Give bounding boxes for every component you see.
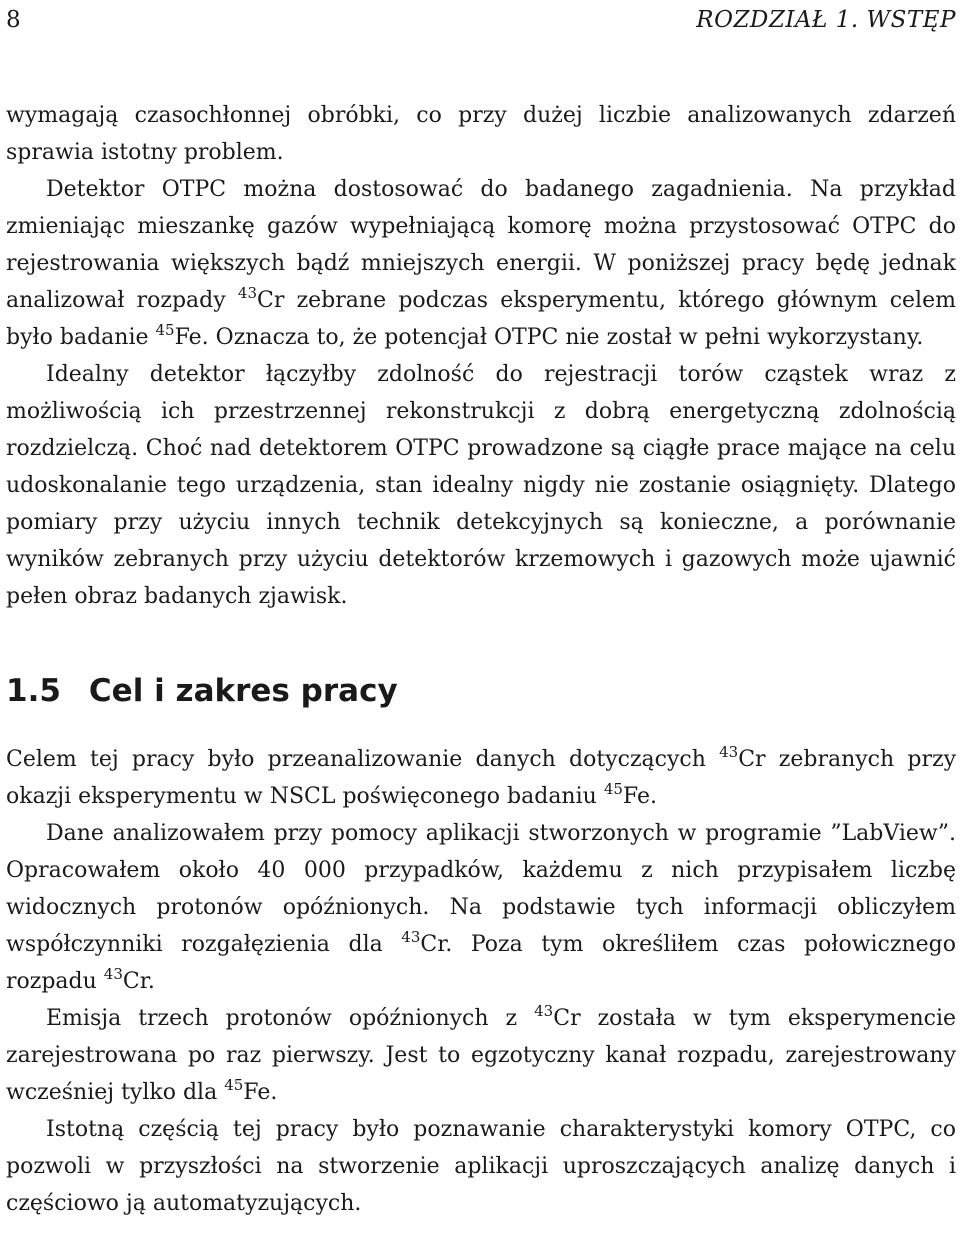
paragraph: [6, 97, 956, 171]
paragraph: [6, 1000, 956, 1111]
section-number: 1.5: [6, 673, 61, 709]
section-heading: [6, 669, 956, 713]
isotope-mass-number: 45: [603, 780, 623, 798]
text-run: Detektor OTPC można dostosować do badanego zagadnienia. Na przykład zmieniając mieszankę gazów wypełniającą komorę można przystosować OTPC do rejestrowania większych bądź mniejszych energii. W poniższej pracy będę jednak analizował rozpady: [6, 177, 956, 313]
text-run: Cr. Poza tym określiłem czas połowicznego rozpadu: [6, 932, 956, 994]
paragraph: [6, 1111, 956, 1222]
isotope-mass-number: 43: [237, 284, 257, 302]
text-run: Fe.: [622, 784, 657, 809]
text-run: Cr zebrane podczas eksperymentu, którego głównym celem było badanie: [6, 288, 956, 350]
paragraph: [6, 356, 956, 615]
isotope-mass-number: 45: [224, 1076, 244, 1094]
text-run: Cr została w tym eksperymencie zarejestrowana po raz pierwszy. Jest to egzotyczny kanał rozpadu, zarejestrowany wcześniej tylko dla: [6, 1006, 957, 1105]
isotope-mass-number: 43: [534, 1002, 554, 1020]
text-run: Emisja trzech protonów opóźnionych z: [46, 1006, 535, 1031]
paragraph: [6, 171, 956, 356]
isotope-mass-number: 45: [155, 321, 175, 339]
paragraph: [6, 815, 956, 1000]
text-run: Idealny detektor łączyłby zdolność do rejestracji torów cząstek wraz z możliwością ich przestrzennej rekonstrukcji z dobrą energetyczną zdolnością rozdzielczą. Choć nad detektorem OTPC prowadzone są ciągłe prace mające na celu udoskonalanie tego urządzenia, stan idealny nigdy nie zostanie osiągnięty. Dlatego pomiary przy użyciu innych technik detekcyjnych są konieczne, a porównanie wyników zebranych przy użyciu detektorów krzemowych i gazowych może ujawnić pełen obraz badanych zjawisk.: [6, 362, 956, 609]
text-run: Fe.: [243, 1080, 278, 1105]
page-number: 8: [6, 7, 21, 33]
text-run: wymagają czasochłonnej obróbki, co przy dużej liczbie analizowanych zdarzeń sprawia istotny problem.: [6, 103, 956, 165]
paragraph: [6, 741, 956, 815]
chapter-title: ROZDZIAŁ 1. WSTĘP: [696, 7, 956, 33]
document-page: [6, 0, 956, 1222]
isotope-mass-number: 43: [401, 928, 421, 946]
section-title: Cel i zakres pracy: [88, 673, 398, 709]
isotope-mass-number: 43: [719, 743, 739, 761]
isotope-mass-number: 43: [103, 965, 123, 983]
text-run: Cr zebranych przy okazji eksperymentu w NSCL poświęconego badaniu: [6, 747, 956, 809]
text-run: Fe. Oznacza to, że potencjał OTPC nie został w pełni wykorzystany.: [174, 325, 924, 350]
text-run: Cr.: [122, 969, 155, 994]
running-header: [6, 0, 956, 40]
text-run: Dane analizowałem przy pomocy aplikacji stworzonych w programie ”LabView”. Opracowałem około 40 000 przypadków, każdemu z nich przypisałem liczbę widocznych protonów opóźnionych. Na podstawie tych informacji obliczyłem współczynniki rozgałęzienia dla: [6, 821, 956, 957]
body-text-before: [6, 97, 956, 615]
text-run: Istotną częścią tej pracy było poznawanie charakterystyki komory OTPC, co pozwoli w przyszłości na stworzenie aplikacji uproszczających analizę danych i częściowo ją automatyzujących.: [6, 1117, 956, 1216]
body-text-after: [6, 741, 956, 1222]
text-run: Celem tej pracy było przeanalizowanie danych dotyczących: [6, 747, 720, 772]
